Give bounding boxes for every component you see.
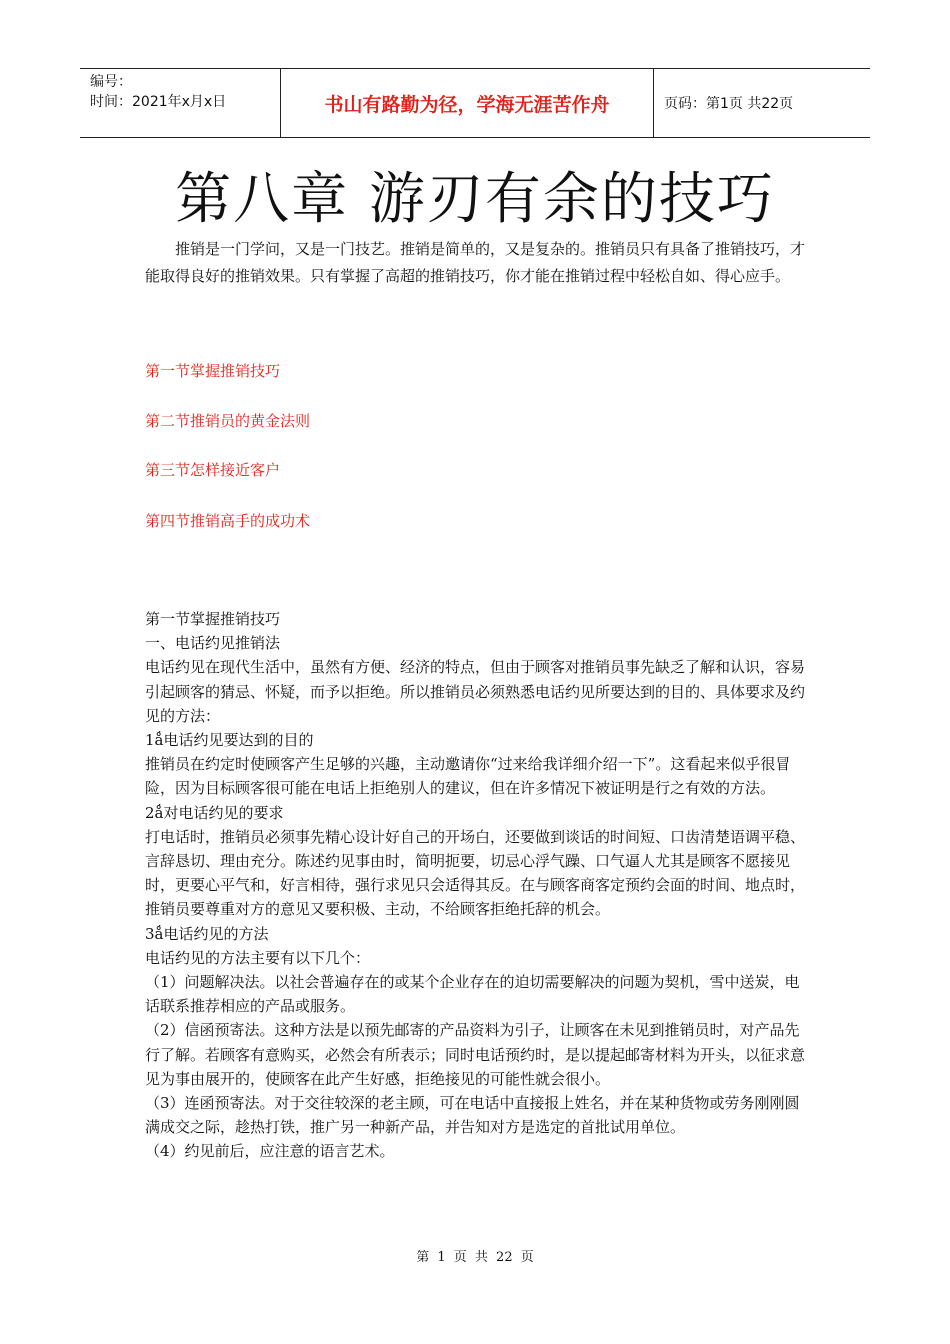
method-item: （2）信函预寄法。这种方法是以预先邮寄的产品资料为引子，让顾客在未见到推销员时，对产品先行了解。若顾客有意购买，必然会有所表示；同时电话预约时，是以提起邮寄材料为开头，以征求意见为事由展开的，使顾客在此产生好感，拒绝接见的可能性就会很小。 [145, 1021, 806, 1088]
toc-link-section-1[interactable]: 第一节掌握推销技巧 [145, 362, 281, 380]
item-heading: 2ǻ对电话约见的要求 [145, 803, 284, 822]
body-paragraph: 打电话时，推销员必须事先精心设计好自己的开场白，还要做到谈话的时间短、口齿清楚语调平稳、言辞恳切、理由充分。陈述约见事由时，简明扼要，切忌心浮气躁、口气逼人尤其是顾客不愿接见时，更要心平气和，好言相待，强行求见只会适得其反。在与顾客商客定预约会面的时间、地点时，推销员要尊重对方的意见又要积极、主动，不给顾客拒绝托辞的机会。 [145, 827, 806, 919]
toc-link-section-4[interactable]: 第四节推销高手的成功术 [145, 512, 311, 530]
section-heading: 第一节掌握推销技巧 [145, 610, 281, 628]
toc-link-section-2[interactable]: 第二节推销员的黄金法则 [145, 412, 311, 430]
body-paragraph: 电话约见的方法主要有以下几个： [145, 948, 371, 967]
method-item: （4）约见前后，应注意的语言艺术。 [145, 1142, 395, 1161]
intro-paragraph: 推销是一门学问，又是一门技艺。推销是简单的，又是复杂的。推销员只有具备了推销技巧，才能取得良好的推销效果。只有掌握了高超的推销技巧，你才能在推销过程中轻松自如、得心应手。 [145, 240, 806, 285]
page-header [80, 68, 870, 138]
item-heading: 1ǻ电话约见要达到的目的 [145, 731, 314, 750]
header-meta [80, 69, 281, 137]
header-time: 时间：2021年x月x日 [90, 94, 227, 110]
toc-link-section-3[interactable]: 第三节怎样接近客户 [145, 461, 281, 479]
body-paragraph: 电话约见在现代生活中，虽然有方便、经济的特点，但由于顾客对推销员事先缺乏了解和认识，容易引起顾客的猜忌、怀疑，而予以拒绝。所以推销员必须熟悉电话约见所要达到的目的、具体要求及约见的方法： [145, 658, 806, 725]
item-heading: 3ǻ电话约见的方法 [145, 924, 269, 943]
subsection-heading: 一、电话约见推销法 [145, 634, 281, 653]
method-item: （1）问题解决法。以社会普遍存在的或某个企业存在的迫切需要解决的问题为契机，雪中送炭，电话联系推荐相应的产品或服务。 [145, 973, 800, 1016]
method-item: （3）连函预寄法。对于交往较深的老主顾，可在电话中直接报上姓名，并在某种货物或劳务刚刚圆满成交之际，趁热打铁，推广另一种新产品，并告知对方是选定的首批试用单位。 [145, 1094, 800, 1137]
header-motto: 书山有路勤为径，学海无涯苦作舟 [281, 69, 654, 137]
body-paragraph: 推销员在约定时使顾客产生足够的兴趣，主动邀请你“过来给我详细介绍一下”。这看起来似乎很冒险，因为目标顾客很可能在电话上拒绝别人的建议，但在许多情况下被证明是行之有效的方法。 [145, 755, 791, 798]
page-footer: 第 1 页 共 22 页 [416, 1250, 534, 1265]
header-number: 编号： [90, 74, 132, 90]
chapter-title: 第八章 游刃有余的技巧 [175, 167, 775, 232]
section-body [145, 607, 807, 1164]
header-page-number: 页码：第1页 共22页 [664, 96, 794, 112]
